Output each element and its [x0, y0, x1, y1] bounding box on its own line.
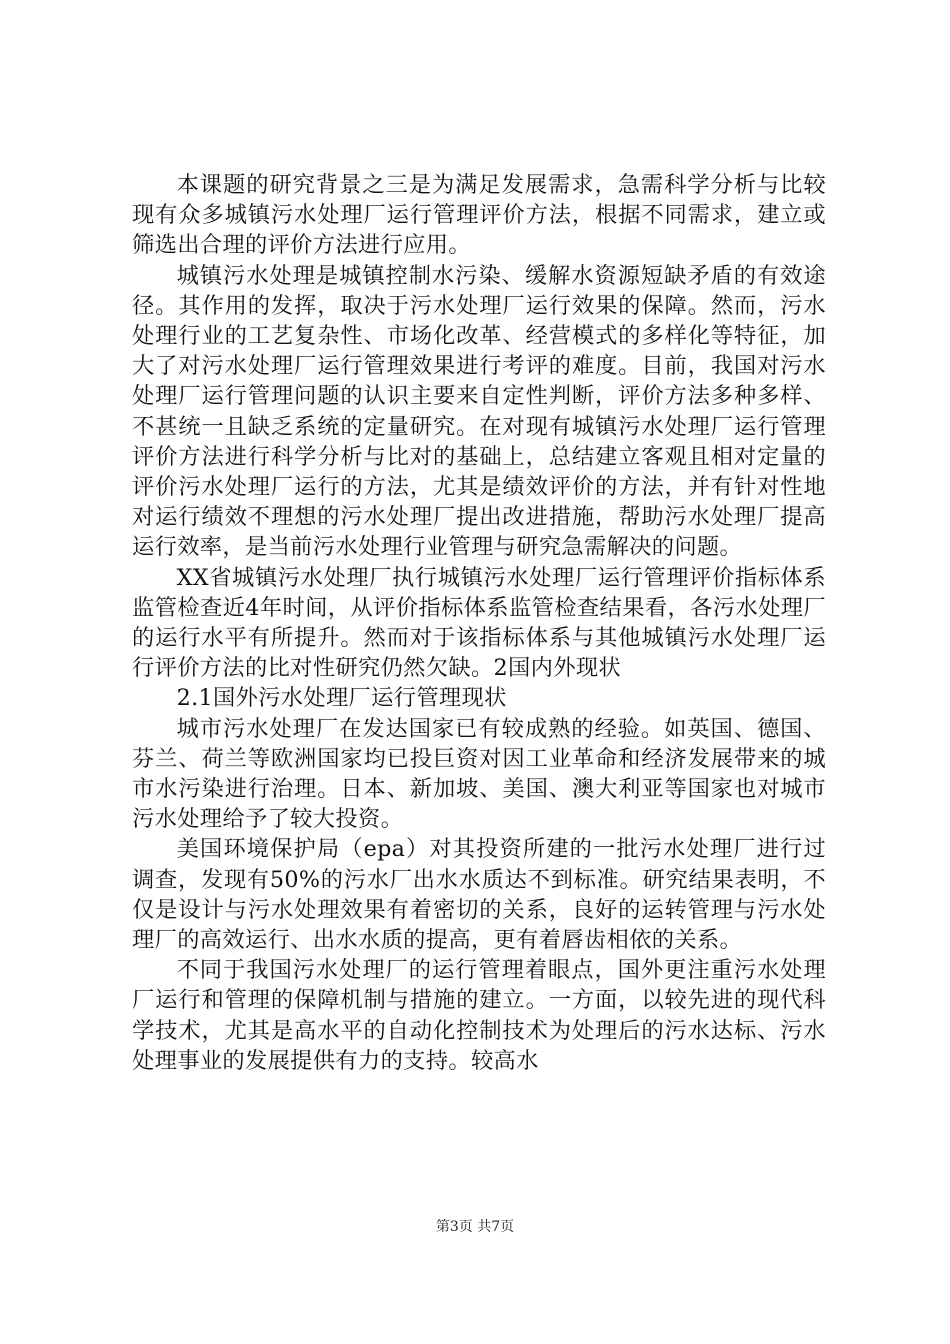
section-heading-2-1: 2.1国外污水处理厂运行管理现状 — [176, 685, 507, 712]
page-number-footer: 第3页 共7页 — [435, 1219, 515, 1235]
paragraph-urban-sewage: 城镇污水处理是城镇控制水污染、缓解水资源短缺矛盾的有效途径。其作用的发挥，取决于污水处理厂运行效果的保障。然而，污水处理行业的工艺复杂性、市场化改革、经营模式的多样化等特征，加大了对污水处理厂运行管理效果进行考评的难度。目前，我国对污水处理厂运行管理问题的认识主要来自定性判断，评价方法多种多样、不甚统一且缺乏系统的定量研究。在对现有城镇污水处理厂运行管理评价方法进行科学分析与比对的基础上，总结建立客观且相对定量的评价污水处理厂运行的方法，尤其是绩效评价的方法，并有针对性地对运行绩效不理想的污水处理厂提出改进措施，帮助污水处理厂提高运行效率，是当前污水处理行业管理与研究急需解决的问题。 — [132, 262, 826, 561]
paragraph-epa-survey: 美国环境保护局（epa）对其投资所建的一批污水处理厂进行过调查，发现有50%的污水厂出水水质达不到标准。研究结果表明，不仅是设计与污水处理效果有着密切的关系，良好的运转管理与污水处理厂的高效运行、出水水质的提高，更有着唇齿相依的关系。 — [132, 836, 826, 954]
document-body — [132, 170, 826, 1076]
paragraph-background-three: 本课题的研究背景之三是为满足发展需求，急需科学分析与比较现有众多城镇污水处理厂运行管理评价方法，根据不同需求，建立或筛选出合理的评价方法进行应用。 — [132, 172, 826, 259]
paragraph-foreign-management: 不同于我国污水处理厂的运行管理着眼点，国外更注重污水处理厂运行和管理的保障机制与措施的建立。一方面，以较先进的现代科学技术，尤其是高水平的自动化控制技术为处理后的污水达标、污水处理事业的发展提供有力的支持。较高水 — [132, 957, 826, 1074]
paragraph-developed-countries: 城市污水处理厂在发达国家已有较成熟的经验。如英国、德国、芬兰、荷兰等欧洲国家均已投巨资对因工业革命和经济发展带来的城市水污染进行治理。日本、新加坡、美国、澳大利亚等国家也对城市污水处理给予了较大投资。 — [132, 715, 826, 833]
paragraph-province-inspection: XX省城镇污水处理厂执行城镇污水处理厂运行管理评价指标体系监管检查近4年时间，从评价指标体系监管检查结果看，各污水处理厂的运行水平有所提升。然而对于该指标体系与其他城镇污水处理厂运行评价方法的比对性研究仍然欠缺。2国内外现状 — [132, 564, 826, 682]
